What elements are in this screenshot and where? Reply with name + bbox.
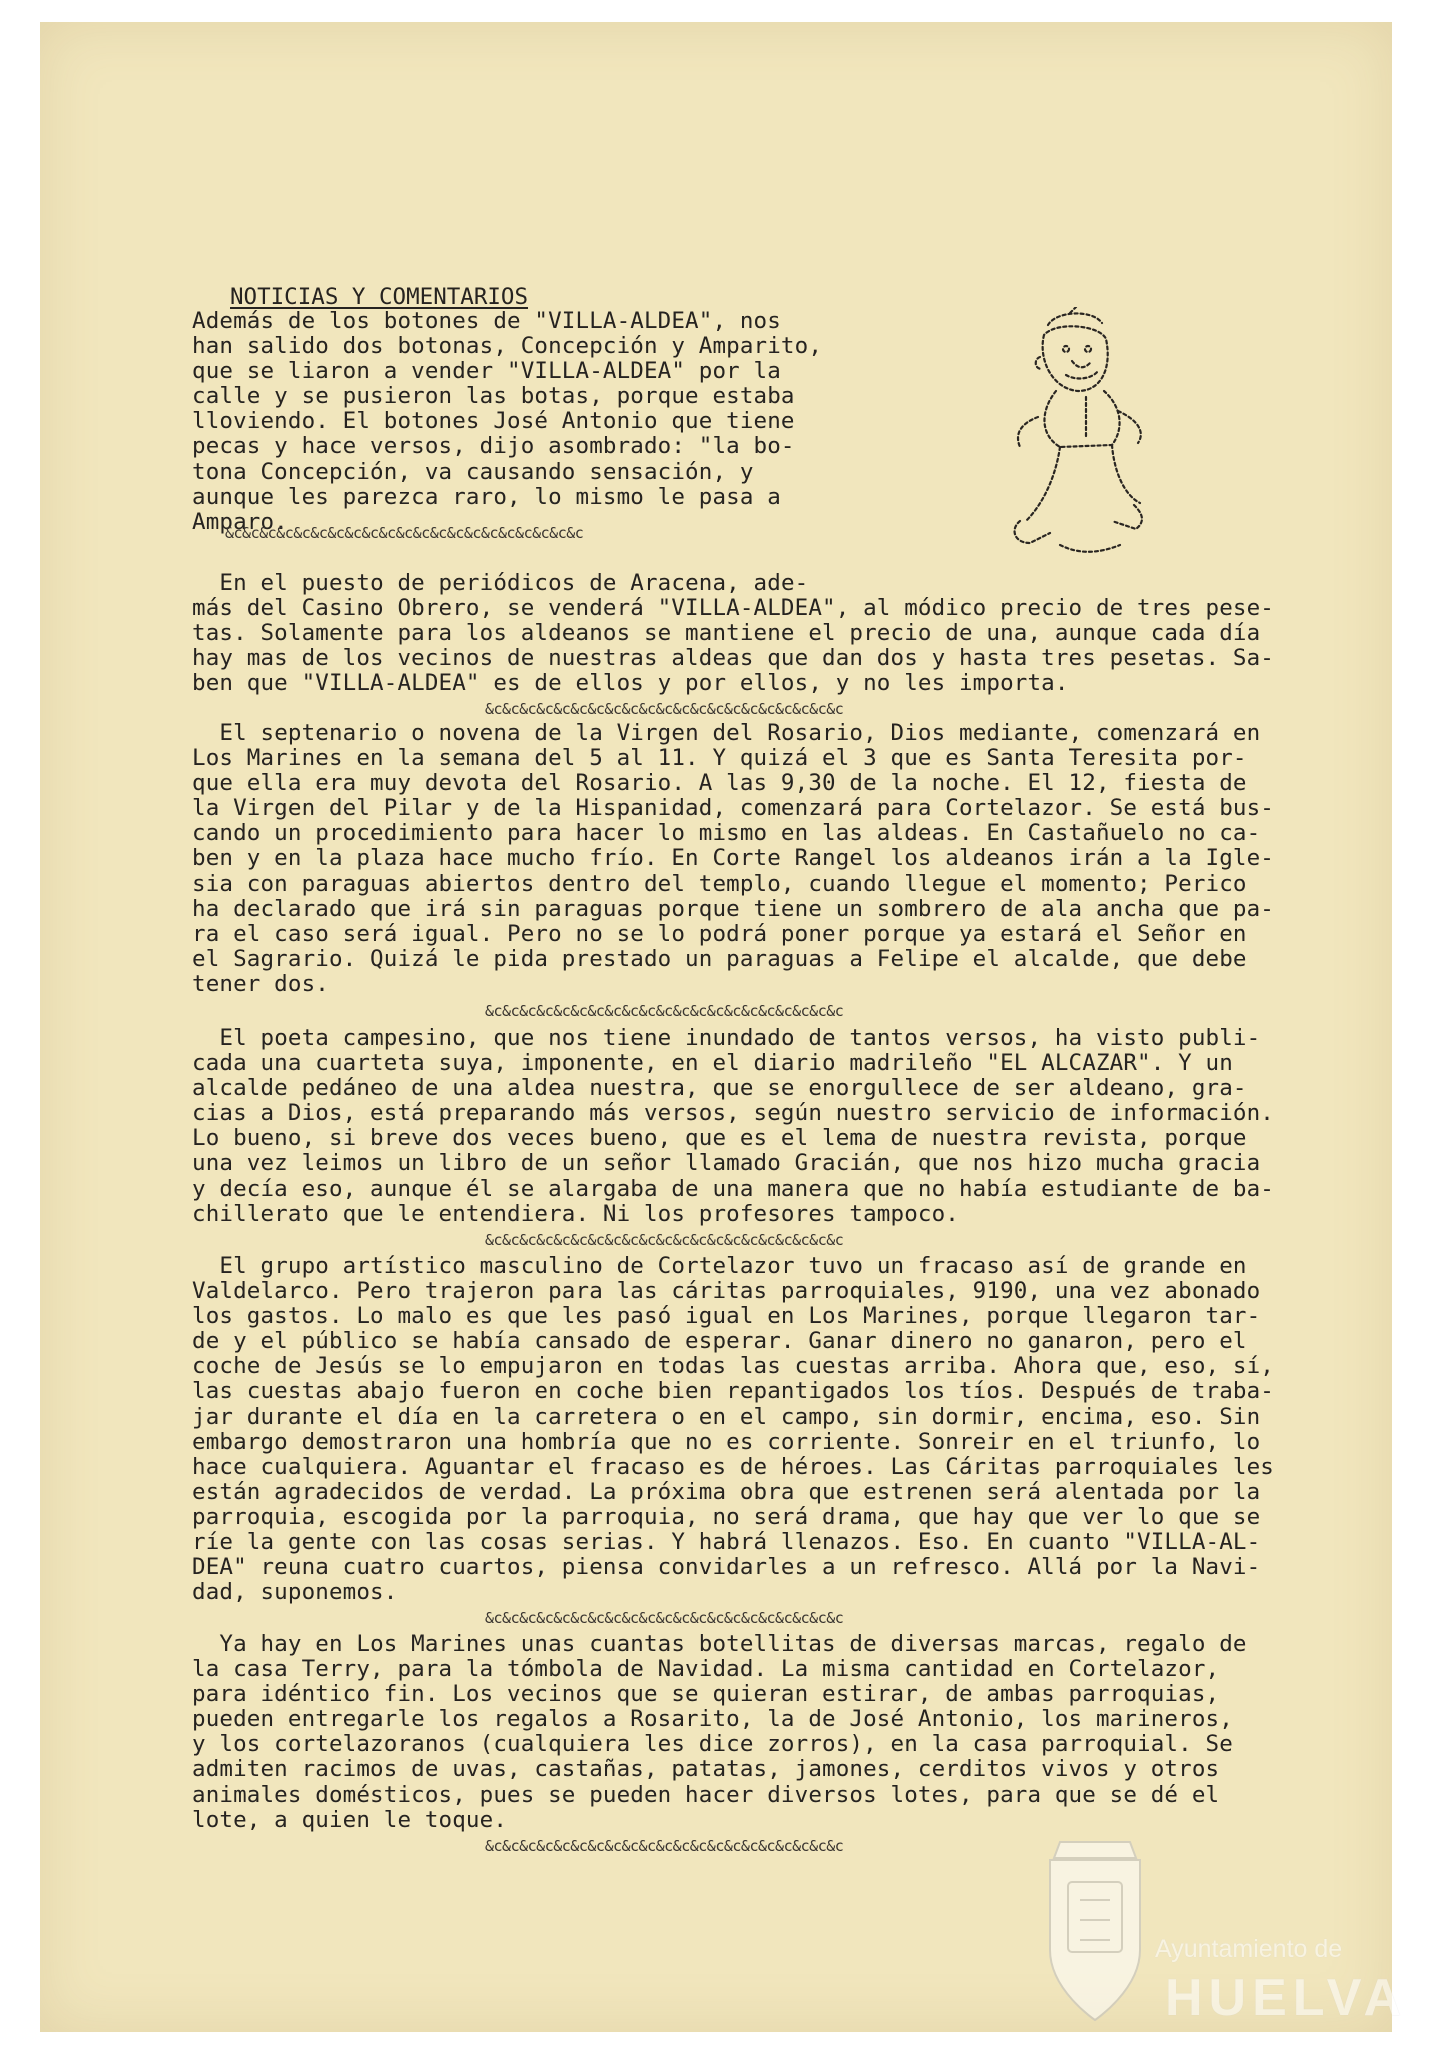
separator-1: &c&c&c&c&c&c&c&c&c&c&c&c&c&c&c&c&c&c&c&c&c [225, 524, 584, 542]
section-title: NOTICIAS Y COMENTARIOS [230, 284, 529, 310]
separator-5: &c&c&c&c&c&c&c&c&c&c&c&c&c&c&c&c&c&c&c&c&c [485, 1609, 844, 1627]
separator-6: &c&c&c&c&c&c&c&c&c&c&c&c&c&c&c&c&c&c&c&c&c [485, 1837, 844, 1855]
watermark-line-2: HUELVA [1165, 1969, 1408, 2027]
paragraph-botonas: Además de los botones de "VILLA-ALDEA", nos han salido dos botonas, Concepción y Amparito, que se liaron a vender "VILLA-ALDEA" por la calle y se pusieron las botas, porque estaba lloviendo. El botones José Antonio que tiene pecas y hace versos, dijo asombrado: "la bo- tona Concepción, va causando sensación, y aunque les parezca raro, lo mismo le pasa a Amparo. [192, 308, 823, 535]
paragraph-aracena: En el puesto de periódicos de Aracena, ade- más del Casino Obrero, se venderá "VILLA-ALDEA", al módico precio de tres pese- tas. Solamente para los aldeanos se mantiene el precio de una, aunque cada día hay mas de los vecinos de nuestras aldeas que dan dos y hasta tres pesetas. Sa- ben que "VILLA-ALDEA" es de ellos y por ellos, y no les importa. [192, 570, 1274, 697]
paragraph-rosario: El septenario o novena de la Virgen del Rosario, Dios mediante, comenzará en Los Marines en la semana del 5 al 11. Y quizá el 3 que es Santa Teresita por- que ella era muy devota del Rosario. A las 9,30 de la noche. El 12, fiesta de la Virgen del Pilar y de la Hispanidad, comenzará para Cortelazor. Se está bus- cando un procedimiento para hacer lo mismo en las aldeas. En Castañuelo no ca- ben y en la plaza hace mucho frío. En Corte Rangel los aldeanos irán a la Igle- sia con paraguas abiertos dentro del templo, cuando llegue el momento; Perico ha declarado que irá sin paraguas porque tiene un sombrero de ala ancha que pa- ra el caso será igual. Pero no se lo podrá poner porque ya estará el Señor en el Sagrario. Quizá le pida prestado un paraguas a Felipe el alcalde, que debe tener dos. [192, 720, 1274, 997]
paragraph-poeta: El poeta campesino, que nos tiene inundado de tantos versos, ha visto publi- cada una cuarteta suya, imponente, en el diario madrileño "EL ALCAZAR". Y un alcalde pedáneo de una aldea nuestra, que se enorgullece de ser aldeano, gra- cias a Dios, está preparando más versos, según nuestro servicio de información. Lo bueno, si breve dos veces bueno, que es el lema de nuestra revista, porque una vez leimos un libro de un señor llamado Gracián, que nos hizo mucha gracia y decía eso, aunque él se alargaba de una manera que no había estudiante de ba- chillerato que le entendiera. Ni los profesores tampoco. [192, 1025, 1274, 1227]
watermark-line-1: Ayuntamiento de [1155, 1935, 1343, 1963]
separator-2: &c&c&c&c&c&c&c&c&c&c&c&c&c&c&c&c&c&c&c&c&c [485, 700, 844, 718]
typewritten-page [40, 22, 1392, 2032]
paragraph-tombola: Ya hay en Los Marines unas cuantas botellitas de diversas marcas, regalo de la casa Terry, para la tómbola de Navidad. La misma cantidad en Cortelazor, para idéntico fin. Los vecinos que se quieran estirar, de ambas parroquias, pueden entregarle los regalos a Rosarito, la de José Antonio, los marineros, y los cortelazoranos (cualquiera les dice zorros), en la casa parroquial. Se admiten racimos de uvas, castañas, patatas, jamones, cerditos vivos y otros animales domésticos, pues se pueden hacer diversos lotes, para que se dé el lote, a quien le toque. [192, 1631, 1247, 1833]
huelva-watermark [1030, 1830, 1408, 2040]
coat-of-arms-seal [1030, 1830, 1160, 2030]
paragraph-grupo-artistico: El grupo artístico masculino de Cortelazor tuvo un fracaso así de grande en Valdelarco. Pero trajeron para las cáritas parroquiales, 9190, una vez abonado los gastos. Lo malo es que les pasó igual en Los Marines, porque llegaron tar- de y el público se había cansado de esperar. Ganar dinero no ganaron, pero el coche de Jesús se lo empujaron en todas las cuestas arriba. Ahora que, eso, sí, las cuestas abajo fueron en coche bien repantigados los tíos. Después de traba- jar durante el día en la carretera o en el campo, sin dormir, encima, eso. Sin embargo demostraron una hombría que no es corriente. Sonreir en el triunfo, lo hace cualquiera. Aguantar el fracaso es de héroes. Las Cáritas parroquiales les están agradecidos de verdad. La próxima obra que estrenen será alentada por la parroquia, escogida por la parroquia, no será drama, que hay que ver lo que se ríe la gente con las cosas serias. Y habrá llenazos. Eso. En cuanto "VILLA-AL- DEA" reuna cuatro cuartos, piensa convidarles a un refresco. Allá por la Navi- dad, suponemos. [192, 1253, 1274, 1606]
cartoon-boy-drawing [1000, 307, 1150, 567]
separator-3: &c&c&c&c&c&c&c&c&c&c&c&c&c&c&c&c&c&c&c&c&c [485, 1002, 844, 1020]
separator-4: &c&c&c&c&c&c&c&c&c&c&c&c&c&c&c&c&c&c&c&c&c [485, 1231, 844, 1249]
